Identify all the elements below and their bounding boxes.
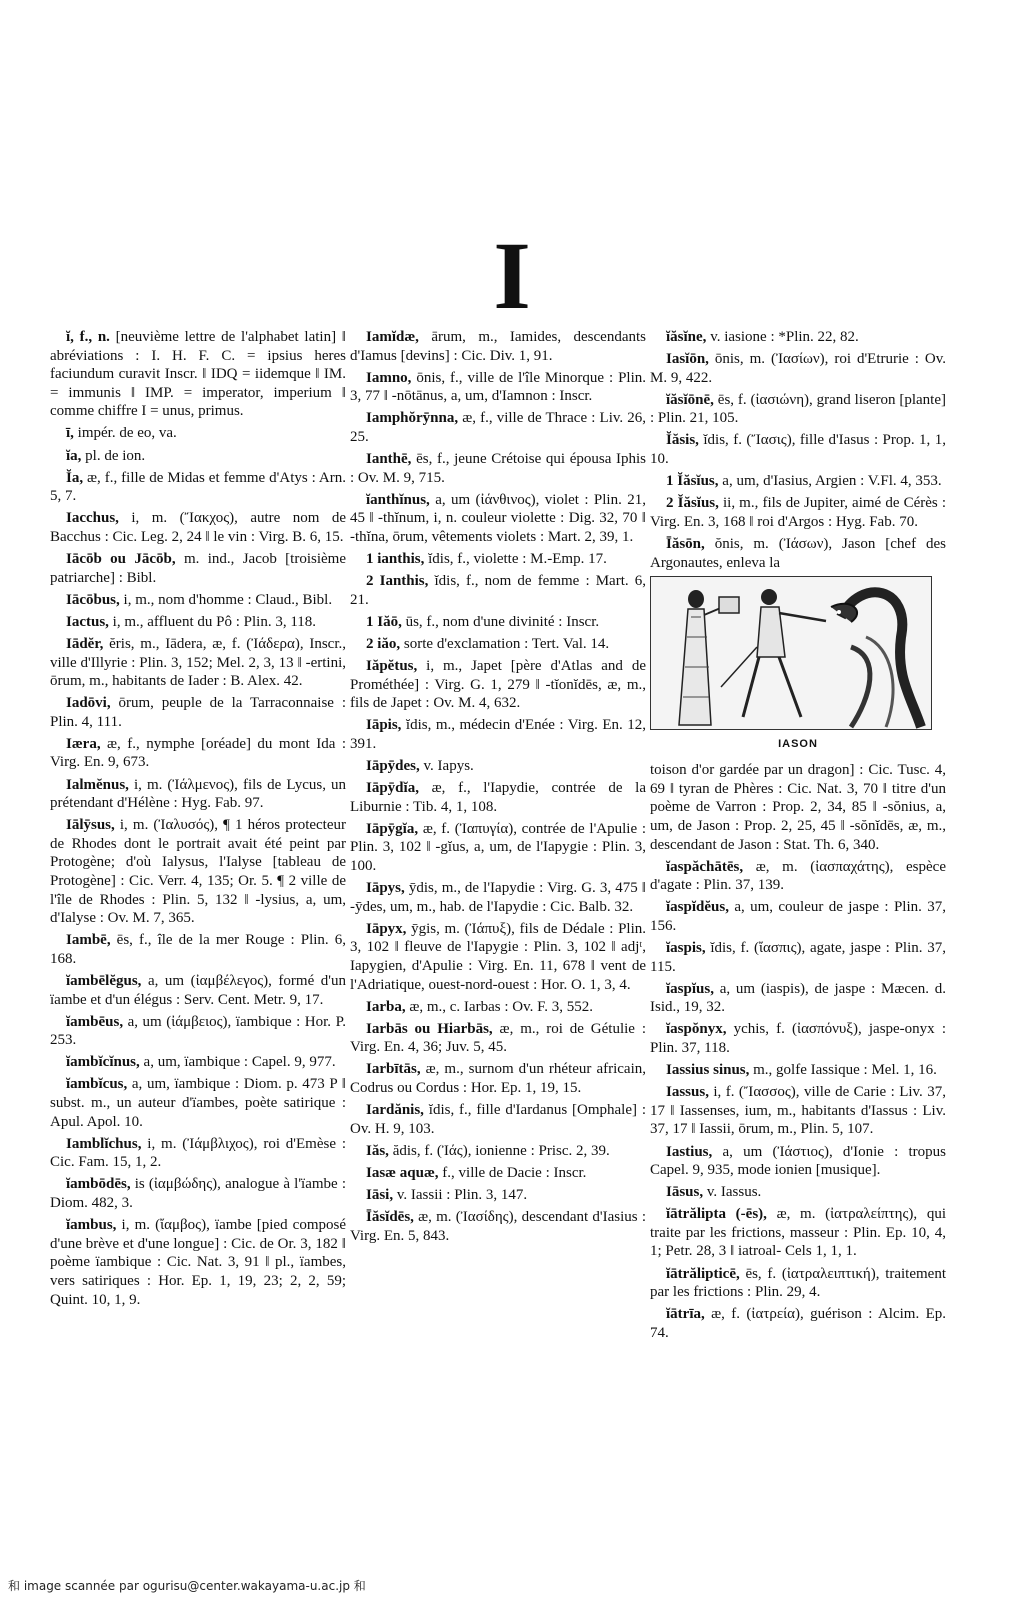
entry-definition: æ, m., surnom d'un rhéteur africain, Codrus ou Cordus : Hor. Ep. 1, 19, 15.	[350, 1061, 646, 1096]
entry-definition: sorte d'exclamation : Tert. Val. 14.	[400, 635, 610, 652]
dictionary-entry	[650, 472, 946, 491]
dictionary-entry	[650, 1265, 946, 1302]
dictionary-entry	[650, 1305, 946, 1342]
entry-definition: ȳgis, m. (Ἰάπυξ), fils de Dédale : Plin. 3, 102 ‖ fleuve de l'Iapygie : Plin. 3, 102 ‖ adjᵗ, Iapygien, d'Apulie : Virg. En. 11, 678 ‖ vent de l'Adriatique, ouest-nord-ouest : Hor. O. 1, 3, 4.	[350, 920, 646, 993]
entry-definition: v. Iassii : Plin. 3, 147.	[393, 1186, 528, 1203]
entry-headword: Īăsōn,	[666, 535, 705, 552]
entry-headword: ĭaspis,	[666, 940, 706, 957]
dictionary-entry	[350, 491, 646, 547]
entry-headword: Īăsĭdēs,	[366, 1209, 414, 1226]
entry-definition: ĭdis, f. (ἴασπις), agate, jaspe : Plin. 37, 115.	[650, 940, 946, 975]
dictionary-entry	[350, 920, 646, 994]
dictionary-entry	[350, 1060, 646, 1097]
entry-definition: i, m., Japet [père d'Atlas and de Prométhée] : Virg. G. 1, 279 ‖ -tĭonĭdēs, æ, m., fils de Japet : Ov. M. 4, 632.	[350, 658, 646, 712]
entry-definition: m. ind., Jacob [troisième patriarche] : Bibl.	[50, 551, 346, 586]
entry-definition: ēs, f. (ἰασιώνη), grand liseron [plante] : Plin. 21, 105.	[650, 391, 946, 427]
entry-definition: ĭdis, f., fille d'Iardanus [Omphale] : Ov. H. 9, 103.	[350, 1102, 646, 1137]
entry-definition: a, um, couleur de jaspe : Plin. 37, 156.	[650, 899, 946, 934]
dictionary-entry	[650, 1083, 946, 1139]
entry-headword: 2 Ĭăsĭus,	[666, 495, 719, 512]
entry-headword: Iambē,	[66, 932, 111, 949]
entry-headword: Iāpȳdĭa,	[366, 780, 419, 797]
entry-headword: ĭaspăchātēs,	[666, 858, 744, 875]
dictionary-entry	[50, 447, 346, 466]
entry-headword: ĭăsĭōnē,	[666, 391, 714, 408]
entry-headword: ĭātrălipta (-ēs),	[666, 1206, 767, 1223]
entry-definition: impér. de eo, va.	[73, 425, 177, 442]
entry-headword: Iācōb ou Jācōb,	[66, 551, 176, 568]
dictionary-entry	[350, 998, 646, 1017]
entry-definition: æ, m. (Ἰασίδης), descendant d'Iasius : Virg. En. 5, 843.	[350, 1209, 646, 1244]
dictionary-entry	[50, 972, 346, 1009]
entry-definition: i, m. (Ἰάμβλιχος), roi d'Emèse : Cic. Fam. 15, 1, 2.	[50, 1135, 346, 1171]
entry-definition: ĕris, m., Iādera, æ, f. (Ἰάδερα), Inscr., ville d'Illyrie : Plin. 3, 152; Mel. 2, 3, 13 ‖ -ertini, ōrum, m., habitants de Iader : B. Alex. 42.	[50, 635, 346, 690]
entry-definition: æ, m., roi de Gétulie : Virg. En. 4, 36; Juv. 5, 45.	[350, 1020, 646, 1056]
dictionary-entry	[50, 1135, 346, 1172]
column-3-top	[650, 328, 946, 572]
entry-headword: Iamblĭchus,	[66, 1135, 142, 1152]
dictionary-entry	[50, 816, 346, 928]
entry-definition: æ, m., c. Iarbas : Ov. F. 3, 552.	[405, 998, 593, 1015]
entry-headword: 2 iăo,	[366, 635, 401, 652]
dictionary-entry	[50, 1053, 346, 1072]
dictionary-entry	[350, 879, 646, 916]
entry-headword: 1 ianthis,	[366, 551, 425, 568]
dictionary-entry	[650, 1183, 946, 1202]
dictionary-entry	[650, 898, 946, 935]
entry-definition: i, m., nom d'homme : Claud., Bibl.	[119, 591, 333, 608]
entry-definition: ēs, f., jeune Crétoise qui épousa Iphis : Ov. M. 9, 715.	[350, 451, 646, 486]
entry-definition: ōnis, f., ville de l'île Minorque : Plin. 3, 77 ‖ -nōtānus, a, um, d'Iamnon : Inscr.	[350, 369, 646, 405]
entry-headword: Iāpis,	[366, 717, 402, 734]
dictionary-entry	[50, 735, 346, 772]
entry-headword: Iăs,	[366, 1142, 389, 1159]
entry-definition: a, um (ἰάμβειος), ïambique : Hor. P. 253.	[50, 1013, 346, 1049]
dictionary-entry	[650, 1143, 946, 1180]
entry-headword: Iādĕr,	[66, 635, 104, 652]
entry-headword: ĭambĭcus,	[66, 1076, 128, 1093]
entry-definition: æ, m. (ἰατραλείπτης), qui traite par les frictions, masseur : Plin. Ep. 10, 4, 1; Petr. 28, 3 ‖ iatroal- Cels 1, 1, 1.	[650, 1206, 946, 1260]
entry-headword: Iarba,	[366, 998, 406, 1015]
dictionary-entry	[50, 1075, 346, 1131]
entry-definition: v. Iassus.	[703, 1184, 762, 1201]
entry-headword: Iāpȳgĭa,	[366, 820, 419, 837]
dictionary-entry	[350, 409, 646, 446]
entry-headword: Iālȳsus,	[66, 817, 115, 834]
jason-illustration	[650, 576, 932, 730]
dictionary-entry	[50, 694, 346, 731]
entry-definition: v. Iapys.	[419, 757, 474, 774]
entry-definition: a, um, ïambique : Diom. p. 473 P ‖ subst. m., un auteur d'ïambes, poète satirique : Apul. Apol. 10.	[50, 1076, 346, 1130]
dictionary-entry	[50, 1013, 346, 1050]
dictionary-entry	[50, 613, 346, 632]
entry-definition: ȳdis, m., de l'Iapydie : Virg. G. 3, 475 ‖ -ȳdes, um, m., hab. de l'Iapydie : Cic. Balb. 32.	[350, 880, 646, 915]
dictionary-entry	[50, 1175, 346, 1212]
figure-caption: IASON	[778, 737, 818, 750]
entry-headword: Iassius sinus,	[666, 1062, 750, 1079]
entry-headword: Iamphŏrȳnna,	[366, 410, 459, 427]
entry-headword: Ianthē,	[366, 451, 412, 468]
entry-definition: m., golfe Iassique : Mel. 1, 16.	[749, 1062, 937, 1079]
entry-headword: Iassus,	[666, 1084, 709, 1101]
dictionary-entry	[650, 761, 946, 854]
entry-definition: [neuvième lettre de l'alphabet latin] ‖ abréviations : I. H. F. C. = ipsius heres faciundum curavit Inscr. ‖ IDQ = iidemque ‖ IM. = immunis ‖ IMP. = imperator, imperium ‖ comme chiffre I = unus, primus.	[50, 329, 346, 420]
entry-headword: ĭa,	[66, 447, 82, 464]
dictionary-entry	[350, 1142, 646, 1161]
dictionary-entry	[350, 757, 646, 776]
entry-headword: Iāsi,	[366, 1186, 394, 1203]
entry-headword: ĭambēus,	[66, 1013, 124, 1030]
entry-definition: æ, f., ville de Thrace : Liv. 26, 25.	[350, 410, 646, 445]
dictionary-entry	[650, 858, 946, 895]
dictionary-entry	[50, 591, 346, 610]
entry-headword: Ĭăsis,	[666, 432, 699, 449]
dictionary-entry	[650, 980, 946, 1017]
entry-headword: Ĭa,	[66, 469, 84, 486]
entry-headword: Iarbās ou Hiarbās,	[366, 1020, 493, 1037]
entry-headword: Iāpȳdes,	[366, 757, 420, 774]
dictionary-entry	[650, 1020, 946, 1057]
section-letter: I	[493, 222, 531, 329]
dictionary-entry	[350, 450, 646, 487]
entry-headword: Iarbītās,	[366, 1061, 421, 1078]
entry-headword: ĭambōdēs,	[66, 1176, 131, 1193]
entry-definition: ĭdis, f., violette : M.-Emp. 17.	[424, 551, 607, 568]
entry-headword: Iăpĕtus,	[366, 658, 418, 674]
dictionary-entry	[350, 1101, 646, 1138]
entry-definition: ĭdis, f. (Ἴασις), fille d'Iasus : Prop. 1, 1, 10.	[650, 432, 946, 468]
column-2	[350, 328, 646, 1249]
entry-definition: v. iasione : *Plin. 22, 82.	[706, 329, 859, 345]
entry-headword: 1 Iăō,	[366, 613, 402, 630]
entry-headword: ĭambēlĕgus,	[66, 973, 142, 989]
entry-definition: æ, f., l'Iapydie, contrée de la Liburnie : Tib. 4, 1, 108.	[350, 780, 646, 815]
entry-definition: æ, f. (Ἰαπυγία), contrée de l'Apulie : Plin. 3, 102 ‖ -gĭus, a, um, de l'Iapygie : Plin. 3, 100.	[350, 820, 646, 874]
scan-credit-footer: 和 image scannée par ogurisu@center.wakayama-u.ac.jp 和	[8, 1579, 366, 1593]
dictionary-entry	[350, 820, 646, 876]
dictionary-entry	[50, 1216, 346, 1309]
dictionary-entry	[50, 931, 346, 968]
dictionary-entry	[350, 1186, 646, 1205]
entry-definition: æ, m. (ἰασπαχάτης), espèce d'agate : Plin. 37, 139.	[650, 858, 946, 894]
entry-headword: 2 Ianthis,	[366, 573, 429, 590]
entry-headword: Ialmĕnus,	[66, 776, 129, 793]
column-3	[650, 328, 946, 1346]
entry-headword: Iactus,	[66, 613, 109, 630]
entry-definition: pl. de ion.	[81, 447, 146, 464]
entry-headword: Iāpyx,	[366, 920, 407, 937]
entry-definition: ĭdis, m., médecin d'Enée : Virg. En. 12, 391.	[350, 717, 646, 752]
dictionary-entry	[50, 776, 346, 813]
entry-definition: ōnis, m. (Ἰασίων), roi d'Etrurie : Ov. M. 9, 422.	[650, 351, 946, 386]
dictionary-entry	[50, 328, 346, 421]
entry-definition: i, m. (ἴαμβος), ïambe [pied composé d'une brève et d'une longue] : Cic. de Or. 3, 182 ‖ poème ïambique : Cic. Nat. 3, 91 ‖ pl., ïambes, vers satiriques : Hor. Ep. 1, 19, 23; 2, 2, 59; Quint. 10, 1, 9.	[50, 1217, 346, 1308]
entry-headword: ĭaspĭus,	[666, 980, 714, 997]
entry-headword: ĭanthĭnus,	[366, 491, 430, 508]
dictionary-entry	[650, 1205, 946, 1261]
dictionary-entry	[350, 1208, 646, 1245]
dictionary-entry	[650, 391, 946, 428]
entry-definition: a, um (iaspis), de jaspe : Mæcen. d. Isid., 19, 32.	[650, 980, 946, 1016]
entry-definition: æ, f., nymphe [oréade] du mont Ida : Virg. En. 9, 673.	[50, 735, 346, 771]
entry-definition: ārum, m., Iamides, descendants d'Iamus [devins] : Cic. Div. 1, 91.	[350, 329, 646, 364]
entry-definition: ădis, f. (Ἰάς), ionienne : Prisc. 2, 39.	[388, 1142, 610, 1159]
entry-headword: Iasæ aquæ,	[366, 1164, 439, 1181]
entry-headword: Iæra,	[66, 735, 101, 752]
jason-dragon-engraving	[651, 577, 931, 729]
entry-definition: a, um, ïambique : Capel. 9, 977.	[139, 1054, 336, 1071]
dictionary-entry	[350, 1020, 646, 1057]
entry-definition: toison d'or gardée par un dragon] : Cic. Tusc. 4, 69 ‖ tyran de Phères : Cic. Nat. 3, 70 ‖ titre d'un poème de Varron : Prop. 2, 34, 85 ‖ -sŏnius, a, um, de Jason : Prop. 2, 25, 45 ‖ -sŏnĭdēs, æ, m., descendant de Jason : Stat. Th. 6, 340.	[650, 762, 946, 853]
entry-headword: Iāsus,	[666, 1184, 704, 1201]
dictionary-entry	[650, 535, 946, 572]
dictionary-entry	[350, 613, 646, 632]
dictionary-entry	[350, 328, 646, 365]
entry-definition: a, um (ἰαμβέλεγος), formé d'un ïambe et d'un élégus : Serv. Cent. Metr. 9, 17.	[50, 973, 346, 1008]
dictionary-entry	[350, 716, 646, 753]
entry-definition: i, m. (Ἰαλυσός), ¶ 1 héros protecteur de Rhodes dont le portrait avait été peint par Protogène; d'où Ialysus, l'Ialyse [tableau de Protogène] : Cic. Verr. 4, 135; Or. 5. ¶ 2 ville de l'île de Rhodes : Plin. 5, 132 ‖ -lysius, a, um, d'Ialyse : Ov. M. 7, 365.	[50, 817, 346, 927]
dictionary-entry	[350, 657, 646, 713]
entry-headword: Iacchus,	[66, 510, 119, 527]
entry-headword: Iāpys,	[366, 880, 405, 897]
column-3-bottom	[650, 761, 946, 1342]
entry-definition: a, um (Ἰάστιος), d'Ionie : tropus Capel. 9, 935, mode ionien [musique].	[650, 1143, 946, 1179]
entry-definition: ēs, f., île de la mer Rouge : Plin. 6, 168.	[50, 932, 346, 967]
dictionary-entry	[650, 350, 946, 387]
dictionary-entry	[50, 469, 346, 506]
entry-definition: ii, m., fils de Jupiter, aimé de Cérès : Virg. En. 3, 168 ‖ roi d'Argos : Hyg. Fab. 70.	[650, 495, 946, 530]
top-border	[0, 0, 1024, 2]
entry-headword: ĭ, f., n.	[66, 329, 110, 345]
dictionary-entry	[650, 494, 946, 531]
entry-headword: ĭambĭcĭnus,	[66, 1054, 140, 1071]
entry-definition: i, f. (Ἴασσος), ville de Carie : Liv. 37, 17 ‖ Iassenses, ium, m., habitants d'Iassus : Liv. 37, 17 ‖ Iassii, ōrum, m., Plin. 5, 107.	[650, 1084, 946, 1138]
entry-headword: 1 Ĭăsĭus,	[666, 473, 719, 490]
entry-headword: ĭăsĭne,	[666, 329, 707, 345]
entry-definition: f., ville de Dacie : Inscr.	[438, 1164, 587, 1181]
entry-headword: Iamno,	[366, 369, 412, 386]
dictionary-entry	[50, 550, 346, 587]
entry-definition: ūs, f., nom d'une divinité : Inscr.	[401, 613, 600, 630]
entry-definition: i, m. (Ἰάλμενος), fils de Lycus, un prétendant d'Hélène : Hyg. Fab. 97.	[50, 776, 346, 812]
entry-definition: i, m., affluent du Pô : Plin. 3, 118.	[108, 613, 317, 630]
dictionary-entry	[350, 572, 646, 609]
dictionary-entry	[350, 369, 646, 406]
dictionary-entry	[350, 779, 646, 816]
entry-headword: ĭambus,	[66, 1217, 117, 1234]
entry-definition: ōrum, peuple de la Tarraconnaise : Plin. 4, 111.	[50, 695, 346, 730]
dictionary-entry	[350, 550, 646, 569]
entry-headword: Iardănis,	[366, 1102, 424, 1119]
entry-headword: ĭaspĭdĕus,	[666, 899, 729, 916]
dictionary-entry	[50, 635, 346, 691]
entry-headword: Iastius,	[666, 1143, 713, 1160]
entry-definition: ēs, f. (ἰατραλειπτική), traitement par les frictions : Plin. 29, 4.	[650, 1265, 946, 1301]
entry-headword: Iasĭōn,	[666, 351, 709, 368]
entry-definition: is (ἰαμβώδης), analogue à l'ïambe : Diom. 482, 3.	[50, 1176, 346, 1212]
entry-headword: ĭātrălipticē,	[666, 1265, 740, 1282]
entry-definition: æ, f., fille de Midas et femme d'Atys : Arn. 5, 7.	[50, 469, 346, 505]
dictionary-entry	[50, 509, 346, 546]
entry-definition: i, m. (Ἴακχος), autre nom de Bacchus : Cic. Leg. 2, 24 ‖ le vin : Virg. B. 6, 15.	[50, 510, 346, 545]
dictionary-entry	[350, 1164, 646, 1183]
entry-headword: Iadōvi,	[66, 695, 111, 712]
entry-headword: ī,	[66, 425, 74, 442]
dictionary-entry	[350, 635, 646, 654]
dictionary-entry	[650, 431, 946, 468]
entry-definition: æ, f. (ἰατρεία), guérison : Alcim. Ep. 74.	[650, 1306, 946, 1341]
column-1	[50, 328, 346, 1313]
entry-headword: Iācōbus,	[66, 591, 120, 608]
entry-definition: ĭdis, f., nom de femme : Mart. 6, 21.	[350, 573, 646, 608]
entry-definition: ŏnis, m. (Ἰάσων), Jason [chef des Argonautes, enleva la	[650, 535, 946, 571]
dictionary-entry	[650, 328, 946, 347]
entry-definition: ychis, f. (ἰασπόνυξ), jaspe-onyx : Plin. 37, 118.	[650, 1021, 946, 1057]
entry-definition: a, um, d'Iasius, Argien : V.Fl. 4, 353.	[718, 473, 942, 490]
dictionary-entry	[650, 1061, 946, 1080]
entry-headword: ĭātrīa,	[666, 1306, 705, 1323]
entry-headword: ĭaspŏnyx,	[666, 1021, 727, 1038]
entry-headword: Iamĭdæ,	[366, 329, 419, 345]
entry-definition: a, um (ἰάνθινος), violet : Plin. 21, 45 ‖ -thĭnum, i, n. couleur violette : Dig. 32, 70 ‖ -thĭna, ōrum, vêtements violets : Mart. 2, 39, 1.	[350, 491, 646, 545]
dictionary-entry	[650, 939, 946, 976]
dictionary-entry	[50, 424, 346, 443]
